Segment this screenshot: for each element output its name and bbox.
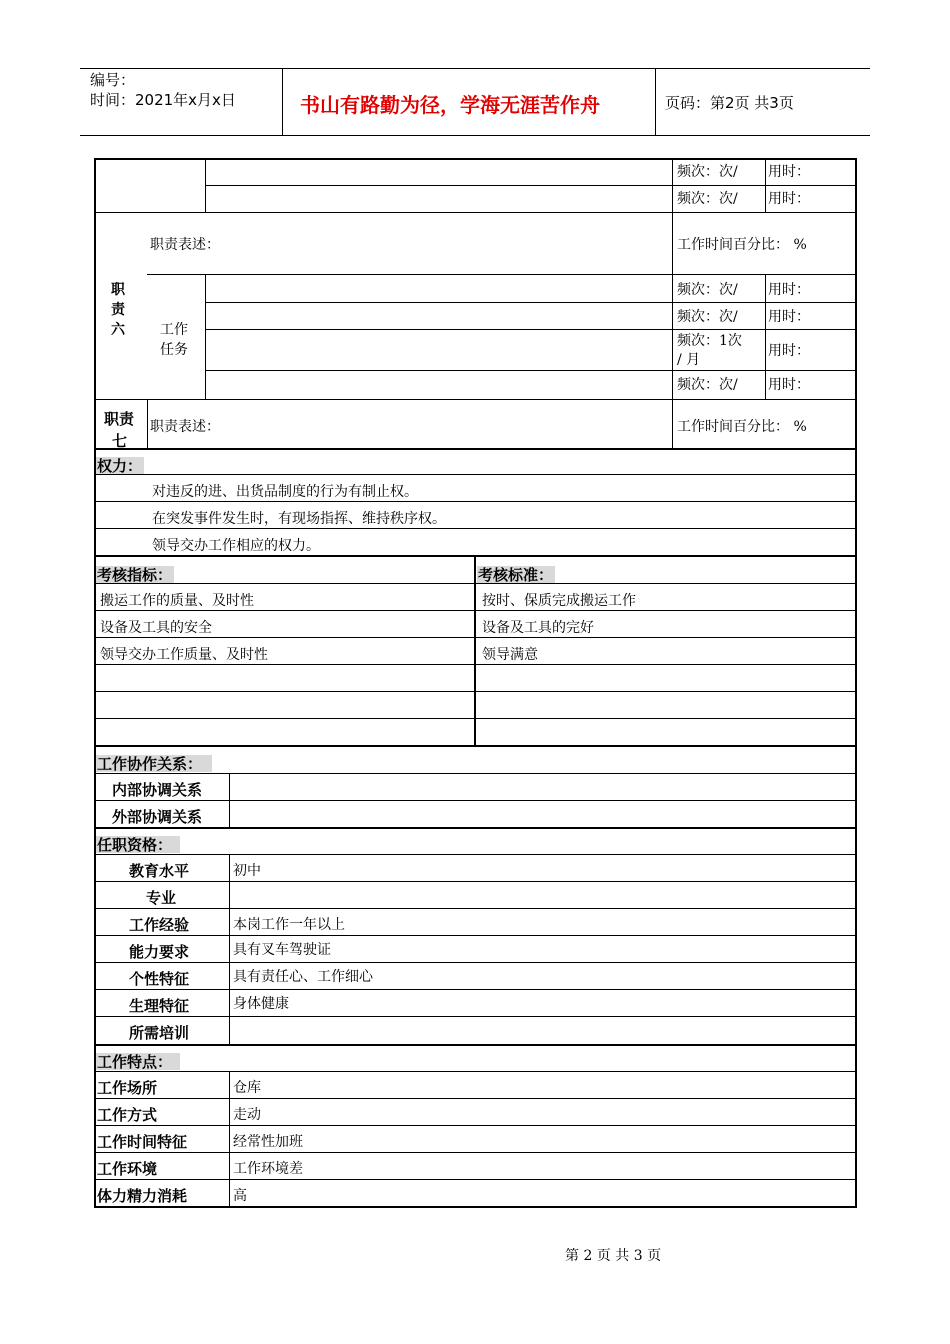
task-time-used: 用时： [768, 309, 810, 325]
assessment-standard: 按时、保质完成搬运工作 [482, 593, 636, 609]
page-footer: 第 2 页 共 3 页 [565, 1248, 662, 1264]
task-time-used: 用时： [768, 191, 810, 207]
work-feature-label: 工作环境 [97, 1160, 158, 1178]
assessment-indicator: 领导交办工作质量、及时性 [100, 647, 268, 663]
task-time-used: 用时： [768, 164, 810, 180]
cooperation-heading: 工作协作关系： [97, 755, 203, 773]
duty-seven-description-label: 职责表述： [150, 419, 220, 435]
work-feature-label: 工作场所 [97, 1079, 158, 1097]
task-time-used: 用时： [768, 282, 810, 298]
cooperation-label: 外部协调关系 [112, 808, 203, 826]
work-feature-label: 工作方式 [97, 1106, 158, 1124]
assessment-standard: 设备及工具的完好 [482, 620, 594, 636]
cooperation-label: 内部协调关系 [112, 781, 203, 799]
task-frequency: 频次：次/ [677, 191, 738, 207]
duty-seven-title: 职责 七 [104, 410, 135, 450]
duty-six-percent-label: 工作时间百分比： % [677, 237, 807, 253]
header-motto: 书山有路勤为径，学海无涯苦作舟 [300, 93, 600, 117]
document-number-label: 编号： [90, 71, 136, 89]
task-frequency: 频次：次/ [677, 377, 738, 393]
assessment-indicator: 设备及工具的安全 [100, 620, 212, 636]
work-feature-value: 工作环境差 [233, 1161, 303, 1177]
qualification-value: 具有责任心、工作细心 [233, 969, 373, 985]
assessment-indicator: 搬运工作的质量、及时性 [100, 593, 254, 609]
work-features-heading: 工作特点： [97, 1053, 173, 1071]
task-time-used: 用时： [768, 377, 810, 393]
task-frequency: 频次：次/ [677, 282, 738, 298]
task-time-used: 用时： [768, 343, 810, 359]
duty-seven-percent-label: 工作时间百分比： % [677, 419, 807, 435]
qualification-label: 工作经验 [129, 916, 190, 934]
header-page-label: 页码：第2页 共3页 [665, 94, 794, 112]
qualification-label: 能力要求 [129, 943, 190, 961]
work-feature-label: 工作时间特征 [97, 1133, 188, 1151]
work-feature-value: 走动 [233, 1107, 261, 1123]
qualification-value: 身体健康 [233, 996, 289, 1012]
work-feature-value: 经常性加班 [233, 1134, 303, 1150]
qualification-label: 专业 [146, 889, 177, 907]
power-item: 在突发事件发生时，有现场指挥、维持秩序权。 [152, 511, 446, 527]
power-item: 对违反的进、出货品制度的行为有制止权。 [152, 484, 418, 500]
qualification-heading: 任职资格： [97, 836, 173, 854]
task-frequency: 频次：1次 [677, 333, 742, 349]
work-feature-value: 高 [233, 1188, 247, 1204]
qualification-value: 初中 [233, 863, 261, 879]
qualification-label: 生理特征 [129, 997, 190, 1015]
duty-six-title: 职 责 六 [111, 282, 125, 338]
document-time-label: 时间：2021年x月x日 [90, 91, 236, 109]
power-heading: 权力： [97, 457, 143, 475]
qualification-label: 教育水平 [129, 862, 190, 880]
assessment-indicator-heading: 考核指标： [97, 566, 173, 584]
qualification-label: 个性特征 [129, 970, 190, 988]
task-label: 工作 任务 [160, 322, 188, 358]
work-feature-value: 仓库 [233, 1080, 261, 1096]
assessment-standard: 领导满意 [482, 647, 538, 663]
qualification-label: 所需培训 [129, 1024, 190, 1042]
qualification-value: 本岗工作一年以上 [233, 917, 345, 933]
qualification-value: 具有叉车驾驶证 [233, 942, 331, 958]
task-frequency-unit: / 月 [677, 352, 701, 368]
task-frequency: 频次：次/ [677, 164, 738, 180]
task-frequency: 频次：次/ [677, 309, 738, 325]
assessment-standard-heading: 考核标准： [478, 566, 554, 584]
power-item: 领导交办工作相应的权力。 [152, 538, 320, 554]
work-feature-label: 体力精力消耗 [97, 1187, 188, 1205]
duty-six-description-label: 职责表述： [150, 237, 220, 253]
